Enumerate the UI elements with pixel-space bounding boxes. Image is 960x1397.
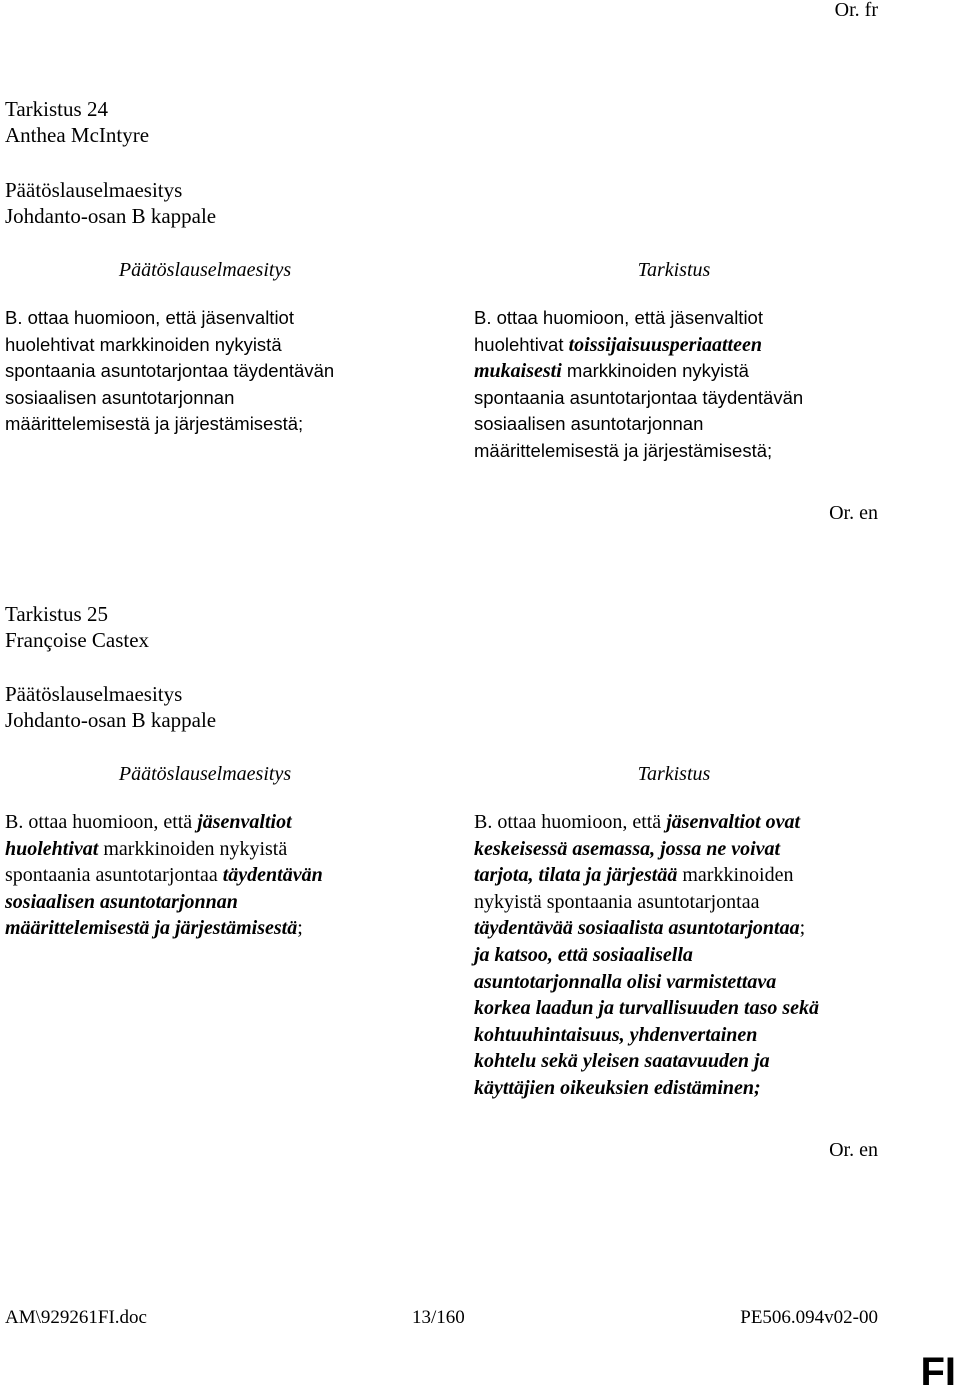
text-line: asuntotarjonnalla olisi varmistettava [474, 970, 777, 993]
amendment-24-left-header: Päätöslauselmaesitys [118, 259, 292, 281]
amendment-24-document: Päätöslauselmaesitys [5, 178, 183, 202]
text-line: B. ottaa huomioon, että jäsenvaltiot ovat [474, 811, 801, 833]
amendment-25-original-language: Or. en [829, 1139, 878, 1161]
text-line: keskeisessä asemassa, jossa ne voivat [474, 837, 781, 860]
text-line: sosiaalisen asuntotarjonnan [474, 413, 704, 435]
changed-text: määrittelemisestä ja järjestämisestä [5, 917, 298, 940]
amendment-24-title: Tarkistus 24 [5, 97, 108, 121]
added-text: toissijaisuusperiaatteen [568, 333, 762, 356]
text-line: määrittelemisestä ja järjestämisestä; [474, 439, 773, 461]
amendment-25-right-text [474, 809, 919, 1102]
text-line: ja katsoo, että sosiaalisella [474, 943, 693, 966]
text-line: B. ottaa huomioon, että jäsenvaltiot [474, 307, 763, 328]
added-text: jäsenvaltiot ovat [666, 811, 801, 833]
changed-text: jäsenvaltiot [197, 811, 292, 833]
text-line: huolehtivat markkinoiden nykyistä [5, 333, 282, 355]
footer-pe-number: PE506.094v02-00 [740, 1307, 878, 1328]
footer-page-number: 13/160 [412, 1307, 465, 1328]
language-mark: FI [920, 1350, 956, 1394]
changed-text: täydentävän [222, 864, 323, 887]
text-line: spontaania asuntotarjontaa täydentävän [5, 360, 335, 382]
added-text: mukaisesti [474, 360, 562, 383]
amendment-24-section: Johdanto-osan B kappale [5, 204, 217, 228]
amendment-25-section: Johdanto-osan B kappale [5, 708, 217, 732]
amendment-25-title: Tarkistus 25 [5, 602, 108, 626]
text-line: käyttäjien oikeuksien edistäminen; [474, 1076, 761, 1099]
text-line: nykyistä spontaania asuntotarjontaa [474, 890, 760, 913]
amendment-25-left-header: Päätöslauselmaesitys [118, 763, 292, 785]
text-line: huolehtivat toissijaisuusperiaatteen [474, 333, 762, 356]
amendment-25-right-header: Tarkistus [637, 763, 711, 785]
text-line: spontaania asuntotarjontaa täydentävän [474, 386, 804, 408]
text-line: kohtelu sekä yleisen saatavuuden ja [474, 1050, 770, 1073]
text-line: spontaania asuntotarjontaa täydentävän [5, 864, 323, 887]
text-line: korkea laadun ja turvallisuuden taso sekä [474, 997, 820, 1020]
text-line: sosiaalisen asuntotarjonnan [5, 890, 238, 913]
text-line: sosiaalisen asuntotarjonnan [5, 386, 235, 408]
text-line: B. ottaa huomioon, että jäsenvaltiot [5, 811, 292, 833]
text-line: huolehtivat markkinoiden nykyistä [5, 837, 288, 860]
amendment-25-document: Päätöslauselmaesitys [5, 682, 183, 706]
changed-text: huolehtivat [5, 837, 99, 860]
text-line: B. ottaa huomioon, että jäsenvaltiot [5, 307, 294, 328]
amendment-24-right-text [474, 305, 914, 465]
text-line: kohtuuhintaisuus, yhdenvertainen [474, 1023, 758, 1046]
text-line: mukaisesti markkinoiden nykyistä [474, 360, 749, 383]
footer-document-reference: AM\929261FI.doc [5, 1307, 147, 1328]
amendment-24-original-language: Or. en [829, 502, 878, 524]
amendment-24-right-header: Tarkistus [637, 259, 711, 281]
amendment-25-author: Françoise Castex [5, 628, 150, 652]
added-text: tarjota, tilata ja järjestää [474, 864, 678, 887]
amendment-24-left-text [5, 305, 445, 438]
text-line: määrittelemisestä ja järjestämisestä; [5, 413, 304, 435]
text-line: määrittelemisestä ja järjestämisestä; [5, 917, 303, 940]
amendment-24-author: Anthea McIntyre [5, 123, 150, 147]
amendment-25-left-text [5, 809, 450, 942]
text-line: tarjota, tilata ja järjestää markkinoiden [474, 864, 794, 887]
original-language-top: Or. fr [834, 0, 878, 21]
text-line: täydentävää sosiaalista asuntotarjontaa; [474, 917, 806, 940]
added-text: täydentävää sosiaalista asuntotarjontaa [474, 917, 800, 940]
